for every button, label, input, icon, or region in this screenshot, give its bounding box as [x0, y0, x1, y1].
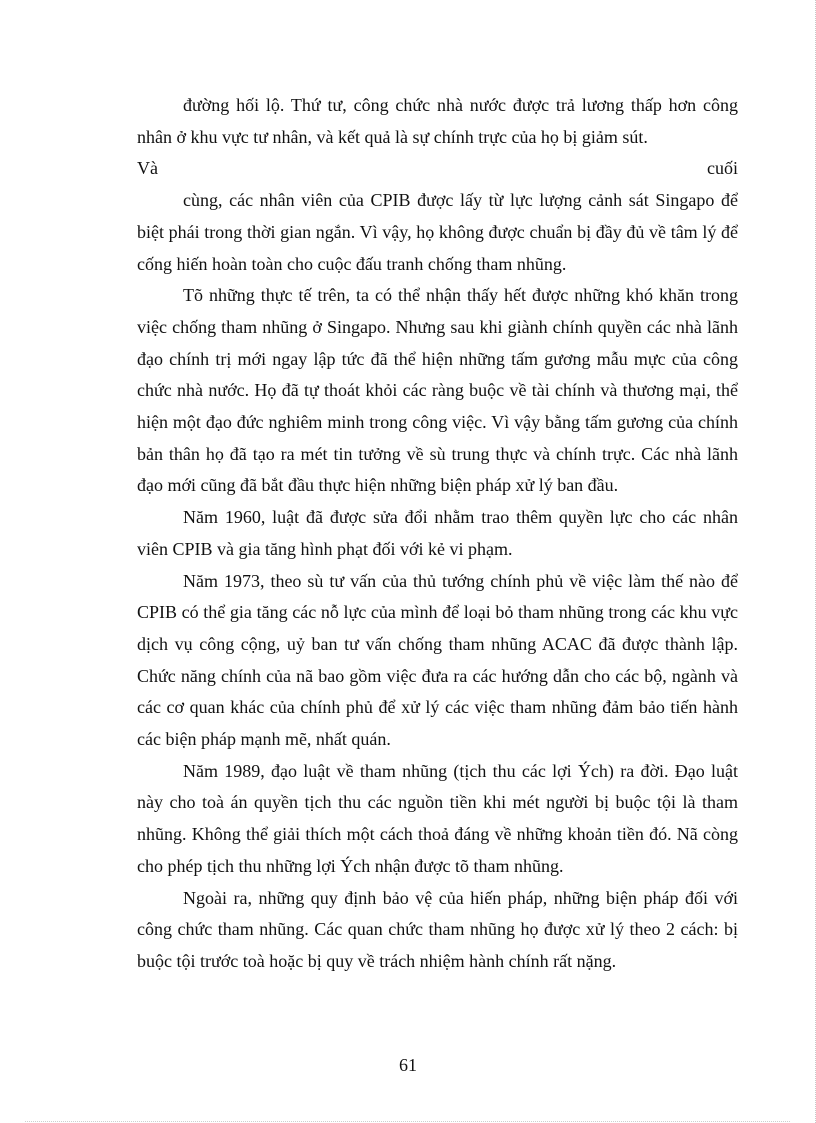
paragraph-2: cùng, các nhân viên của CPIB được lấy từ lực lượng cảnh sát Singapo để biệt phái trong thời gian ngắn. Vì vậy, họ không được chuẩn bị đầy đủ về tâm lý để cống hiến hoàn toàn cho cuộc đấu tranh chống tham nhũng.	[137, 190, 738, 274]
spread-right-word: cuối	[707, 158, 738, 179]
spread-left-word: Và	[137, 158, 158, 179]
page-number: 61	[399, 1055, 417, 1075]
page-bottom-divider	[25, 1121, 790, 1122]
body-text	[137, 90, 738, 978]
paragraph-1: đường hối lộ. Thứ tư, công chức nhà nước được trả lương thấp hơn công nhân ở khu vực tư nhân, và kết quả là sự chính trực của họ bị giảm sút.	[137, 95, 738, 147]
paragraph-6: Năm 1989, đạo luật về tham nhũng (tịch thu các lợi Ých) ra đời. Đạo luật này cho toà án quyền tịch thu các nguồn tiền khi mét người bị buộc tội là tham nhũng. Không thể giải thích một cách thoả đáng về những khoản tiền đó. Nã còng cho phép tịch thu những lợi Ých nhận được tõ tham nhũng.	[137, 760, 738, 876]
paragraph-4: Năm 1960, luật đã được sửa đổi nhằm trao thêm quyền lực cho các nhân viên CPIB và gia tăng hình phạt đối với kẻ vi phạm.	[137, 507, 738, 559]
paragraph-5: Năm 1973, theo sù tư vấn của thủ tướng chính phủ về việc làm thế nào để CPIB có thể gia tăng các nỗ lực của mình để loại bỏ tham nhũng trong các khu vực dịch vụ công cộng, uỷ ban tư vấn chống tham nhũng ACAC đã được thành lập. Chức năng chính của nã bao gồm việc đưa ra các hướng dẫn cho các bộ, ngành và các cơ quan khác của chính phủ để xử lý các việc tham nhũng đảm bảo tiến hành các biện pháp mạnh mẽ, nhất quán.	[137, 570, 738, 750]
paragraph-7: Ngoài ra, những quy định bảo vệ của hiến pháp, những biện pháp đối với công chức tham nhũng. Các quan chức tham nhũng họ được xử lý theo 2 cách: bị buộc tội trước toà hoặc bị quy về trách nhiệm hành chính rất nặng.	[137, 887, 738, 971]
spread-line	[137, 153, 738, 185]
paragraph-3: Tõ những thực tế trên, ta có thể nhận thấy hết được những khó khăn trong việc chống tham nhũng ở Singapo. Nhưng sau khi giành chính quyền các nhà lãnh đạo chính trị mới ngay lập tức đã thể hiện những tấm gương mẫu mực của công chức nhà nước. Họ đã tự thoát khỏi các ràng buộc về tài chính và thương mại, thể hiện một đạo đức nghiêm minh trong công việc. Vì vậy bằng tấm gương của chính bản thân họ đã tạo ra mét tin tưởng về sù trung thực và chính trực. Các nhà lãnh đạo mới cũng đã bắt đầu thực hiện những biện pháp xử lý ban đầu.	[137, 285, 738, 496]
